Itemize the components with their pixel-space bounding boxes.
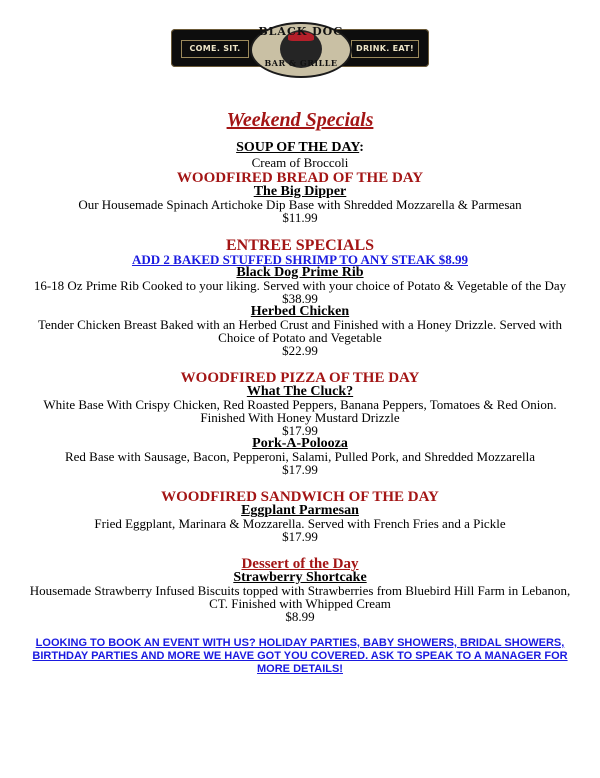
- bread-section: [0, 171, 600, 224]
- sandwich-price: $17.99: [282, 529, 318, 544]
- sandwich-section: [0, 490, 600, 543]
- sandwich-name: Eggplant Parmesan: [241, 503, 359, 518]
- pizza-item-name: What The Cluck?: [246, 384, 354, 399]
- dessert-name: Strawberry Shortcake: [233, 570, 367, 585]
- soup-label: SOUP OF THE DAY: [236, 140, 360, 155]
- bread-heading: WOODFIRED BREAD OF THE DAY: [176, 170, 424, 186]
- pizza-item-name: Pork-A-Polooza: [252, 436, 348, 451]
- bread-price: $11.99: [282, 210, 318, 225]
- bread-desc: Our Housemade Spinach Artichoke Dip Base with Shredded Mozzarella & Parmesan: [78, 197, 522, 212]
- logo-name-top: BLACK DOG: [258, 25, 344, 38]
- sandwich-heading: WOODFIRED SANDWICH OF THE DAY: [161, 489, 439, 505]
- logo-right-text: DRINK. EAT!: [351, 40, 419, 58]
- dessert-price: $8.99: [285, 609, 315, 624]
- soup-item: Cream of Broccoli: [251, 155, 349, 170]
- pizza-item-desc: Red Base with Sausage, Bacon, Pepperoni, Salami, Pulled Pork, and Shredded Mozzarella: [64, 449, 536, 464]
- event-booking-link[interactable]: LOOKING TO BOOK AN EVENT WITH US? HOLIDAY PARTIES, BABY SHOWERS, BRIDAL SHOWERS, BIRTHDAY PARTIES AND MORE WE HAVE GOT YOU COVERED. ASK TO SPEAK TO A MANAGER FOR MORE DETAILS!: [32, 637, 568, 675]
- logo-name-bottom: BAR & GRILLE: [264, 58, 338, 68]
- sandwich-desc: Fried Eggplant, Marinara & Mozzarella. Served with French Fries and a Pickle: [94, 516, 506, 531]
- entree-section: [0, 238, 600, 357]
- pizza-heading: WOODFIRED PIZZA OF THE DAY: [180, 370, 420, 386]
- pizza-item-desc: White Base With Crispy Chicken, Red Roasted Peppers, Banana Peppers, Tomatoes & Red Onion. Finished With Honey Mustard Drizzle: [43, 397, 557, 425]
- menu-content: [0, 108, 600, 676]
- logo-emblem: [250, 22, 352, 78]
- entree-heading: ENTREE SPECIALS: [225, 237, 375, 254]
- soup-section: [0, 138, 600, 169]
- pizza-section: [0, 371, 600, 476]
- dessert-desc: Housemade Strawberry Infused Biscuits topped with Strawberries from Bluebird Hill Farm in Lebanon, CT. Finished with Whipped Cream: [29, 583, 571, 611]
- black-dog-logo: [171, 25, 429, 71]
- page-title: Weekend Specials: [226, 109, 374, 131]
- entree-item-desc: 16-18 Oz Prime Rib Cooked to your liking. Served with your choice of Potato & Vegetable of the Day: [33, 278, 567, 293]
- pizza-item-price: $17.99: [282, 462, 318, 477]
- entree-item-price: $22.99: [282, 343, 318, 358]
- logo-left-text: COME. SIT.: [181, 40, 249, 58]
- bread-name: The Big Dipper: [253, 184, 347, 199]
- entree-item-price: $38.99: [282, 291, 318, 306]
- entree-item-desc: Tender Chicken Breast Baked with an Herbed Crust and Finished with a Honey Drizzle. Served with Choice of Potato and Vegetable: [37, 317, 562, 345]
- pizza-item-price: $17.99: [282, 423, 318, 438]
- shrimp-addon-link[interactable]: ADD 2 BAKED STUFFED SHRIMP TO ANY STEAK $8.99: [131, 252, 468, 267]
- dessert-section: [0, 557, 600, 623]
- entree-item-name: Black Dog Prime Rib: [236, 265, 364, 280]
- dessert-heading: Dessert of the Day: [241, 556, 359, 572]
- entree-item-name: Herbed Chicken: [250, 304, 350, 319]
- soup-colon: :: [359, 140, 364, 155]
